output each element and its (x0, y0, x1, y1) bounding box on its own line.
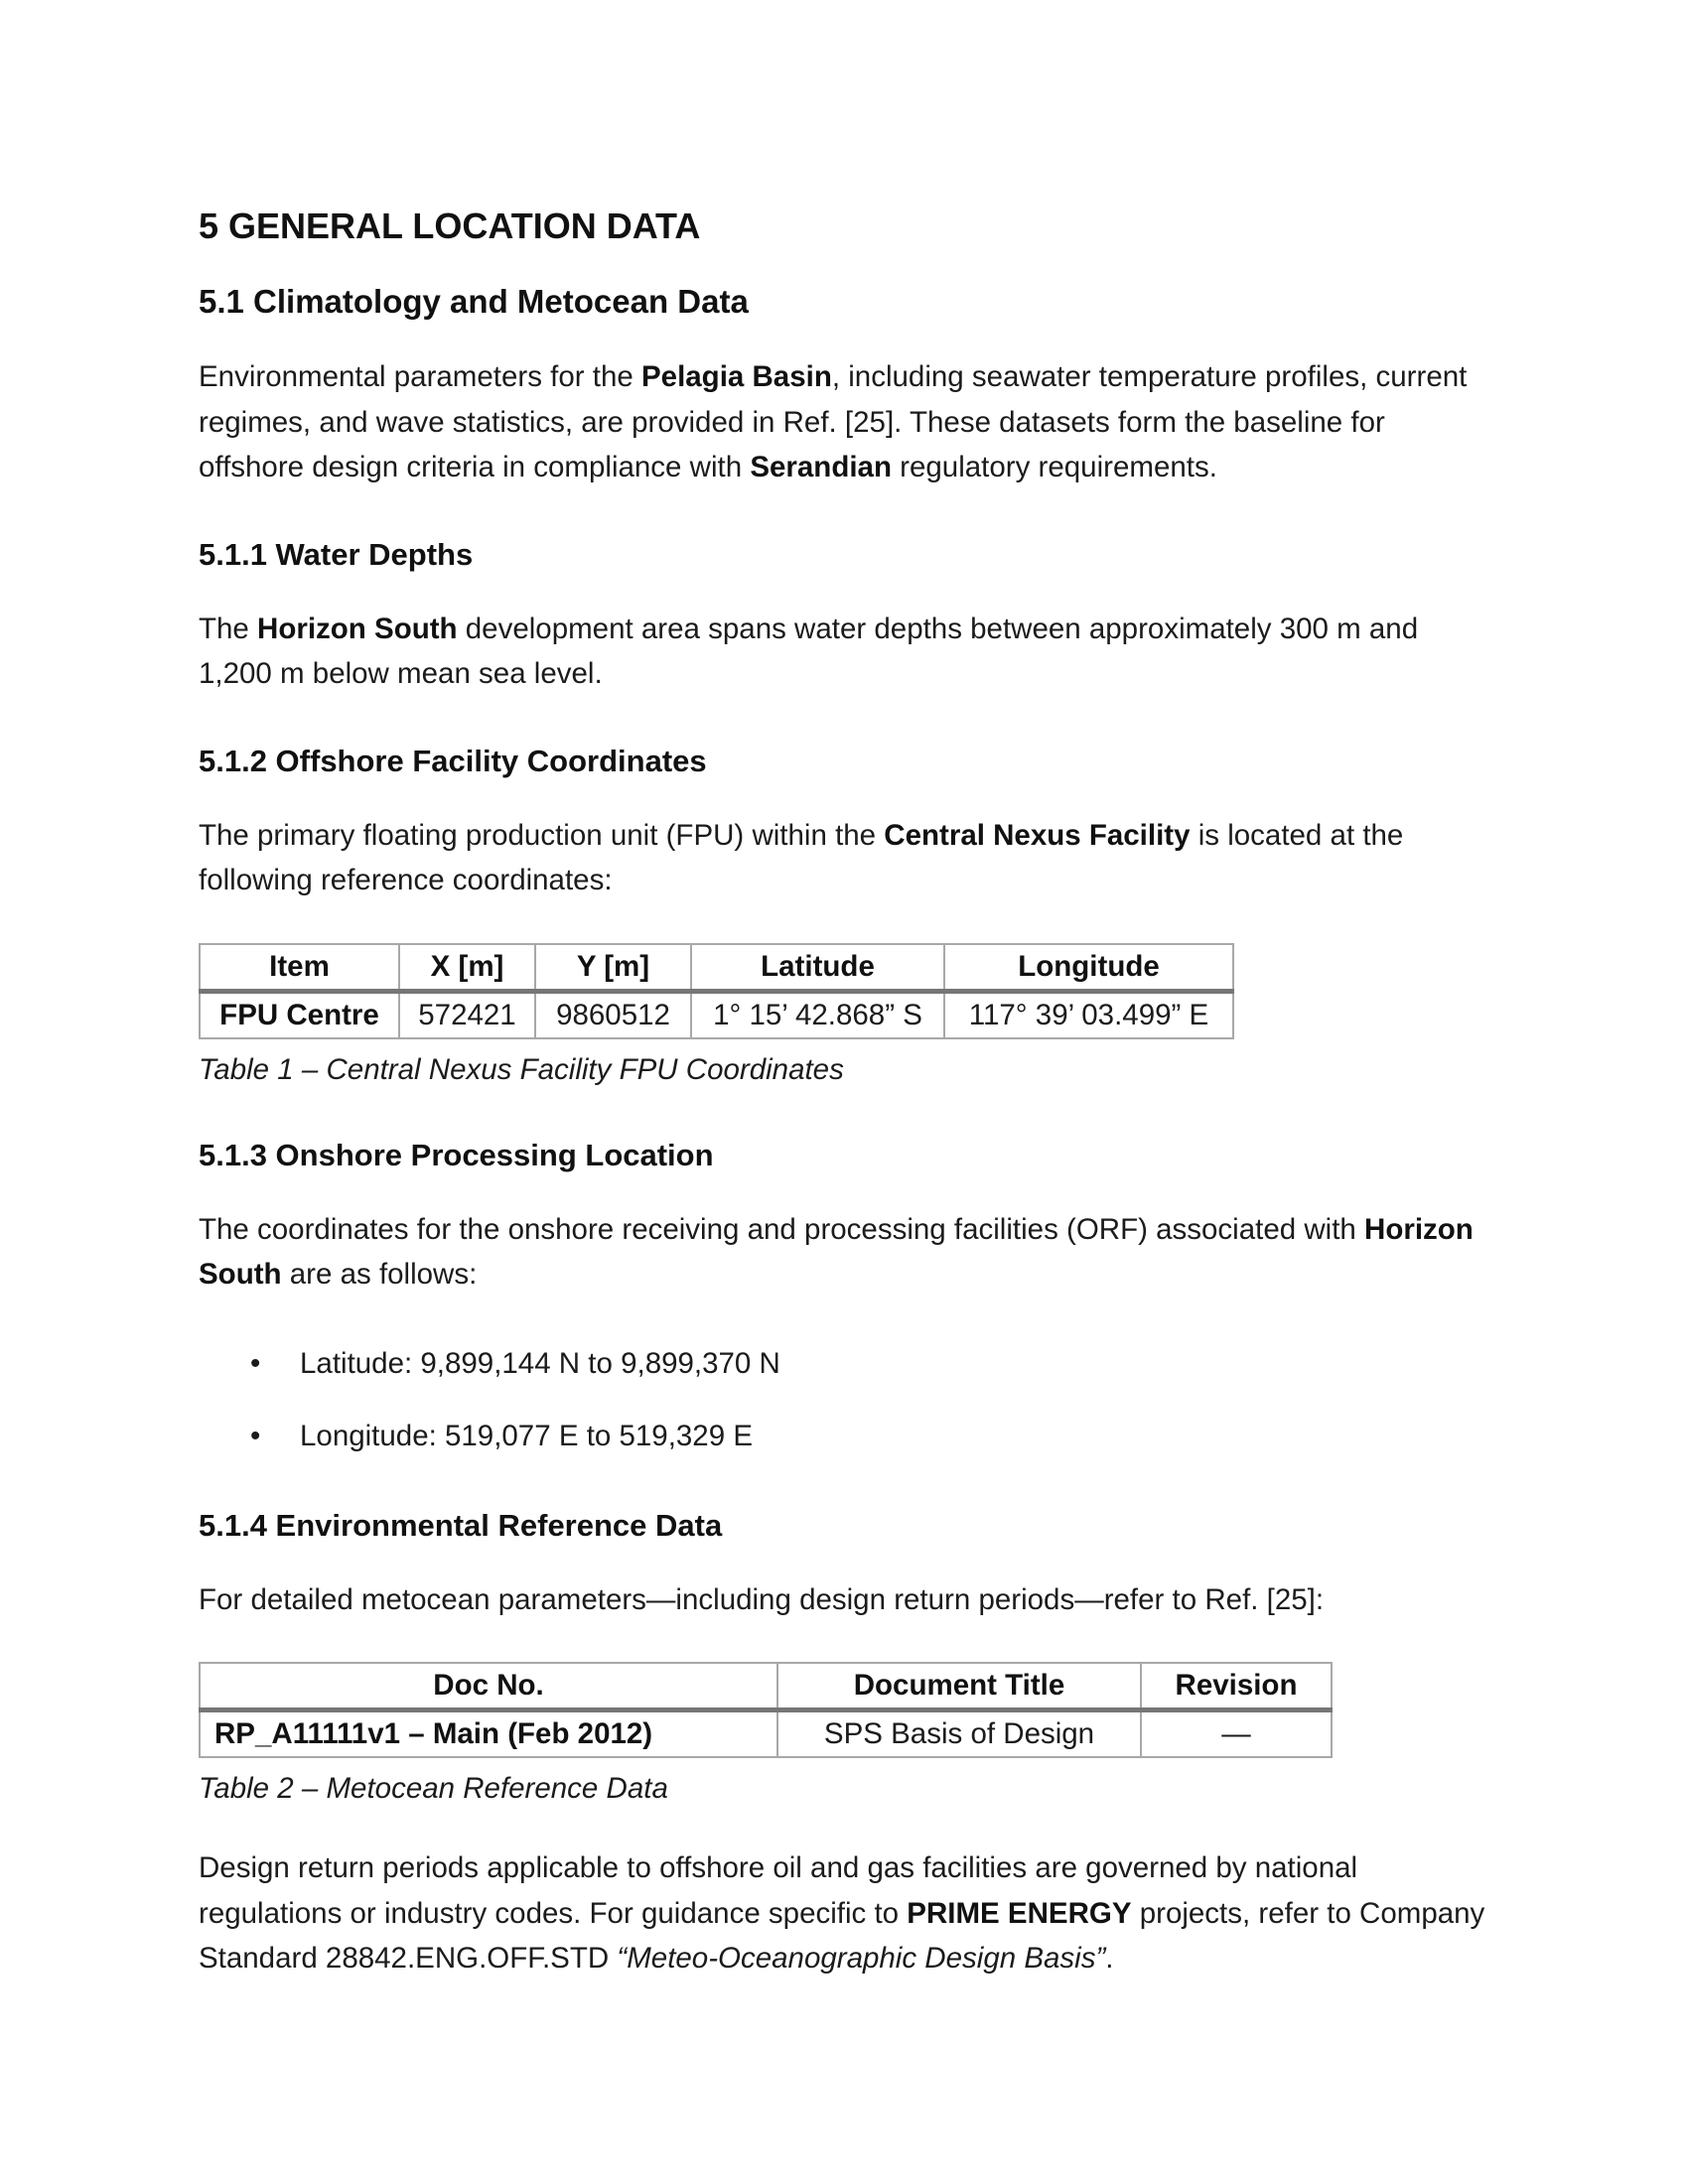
section-heading-5-1-3: 5.1.3 Onshore Processing Location (199, 1137, 714, 1172)
column-header-doc-no: Doc No. (200, 1663, 777, 1710)
paragraph-fpu-location (199, 813, 1489, 903)
bullet-text: Longitude: 519,077 E to 519,329 E (300, 1420, 753, 1452)
table-row-fpu-centre (200, 991, 1233, 1038)
text-run: The primary floating production unit (FPU) within the (199, 818, 885, 852)
paragraph-design-return-periods (199, 1845, 1489, 1981)
cell-x: 572421 (399, 991, 535, 1038)
list-item-latitude (199, 1341, 1489, 1387)
text-run: . (1105, 1942, 1114, 1975)
bold-horizon-south: Horizon South (257, 612, 458, 645)
table-fpu-coordinates (199, 943, 1234, 1039)
bullet-text: Latitude: 9,899,144 N to 9,899,370 N (300, 1346, 780, 1380)
column-header-latitude: Latitude (691, 944, 944, 992)
text-run: Environmental parameters for the (199, 360, 641, 393)
cell-longitude: 117° 39’ 03.499” E (944, 991, 1233, 1038)
column-header-revision: Revision (1141, 1663, 1332, 1710)
paragraph-climatology-intro (199, 354, 1489, 490)
cell-revision: — (1141, 1710, 1332, 1758)
table-1-caption: Table 1 – Central Nexus Facility FPU Coordinates (199, 1052, 844, 1086)
column-header-x: X [m] (399, 944, 535, 992)
text-run: are as follows: (281, 1258, 478, 1291)
bold-prime-energy: PRIME ENERGY (907, 1896, 1132, 1930)
table-header-row (200, 944, 1233, 992)
bold-central-nexus-facility: Central Nexus Facility (884, 818, 1191, 852)
text-run: is located at the following reference coordinates: (199, 818, 1404, 896)
table-metocean-reference (199, 1662, 1333, 1758)
text-run: development area spans water depths between approximately 300 m and 1,200 m below mean sea level. (199, 612, 1419, 690)
text-run: The coordinates for the onshore receiving and processing facilities (ORF) associated with (199, 1212, 1365, 1246)
cell-item: FPU Centre (200, 991, 399, 1038)
cell-y: 9860512 (535, 991, 691, 1038)
cell-latitude: 1° 15’ 42.868” S (691, 991, 944, 1038)
list-item-longitude (199, 1414, 1489, 1459)
cell-document-title: SPS Basis of Design (777, 1710, 1141, 1758)
section-heading-5-1-2: 5.1.2 Offshore Facility Coordinates (199, 743, 707, 778)
paragraph-water-depths (199, 607, 1489, 697)
table-header-row (200, 1663, 1332, 1710)
bold-horizon-south: Horizon South (199, 1212, 1474, 1291)
italic-standard-title: “Meteo-Oceanographic Design Basis” (617, 1942, 1106, 1975)
column-header-document-title: Document Title (777, 1663, 1141, 1710)
bold-pelagia-basin: Pelagia Basin (641, 360, 832, 393)
text-run: The (199, 612, 258, 645)
table-2-caption: Table 2 – Metocean Reference Data (199, 1772, 668, 1805)
cell-doc-no: RP_A11111v1 – Main (Feb 2012) (200, 1710, 777, 1758)
text-run: Design return periods applicable to offshore oil and gas facilities are governed by national regulations or industry codes. For guidance specific to (199, 1851, 1358, 1930)
paragraph-metocean-reference: For detailed metocean parameters—including design return periods—refer to Ref. [25]: (199, 1582, 1325, 1616)
text-run: projects, refer to Company Standard 28842.ENG.OFF.STD (199, 1896, 1485, 1975)
paragraph-onshore-coordinates (199, 1207, 1489, 1297)
column-header-longitude: Longitude (944, 944, 1233, 992)
text-run: , including seawater temperature profiles, current regimes, and wave statistics, are provided in Ref. [25]. These datasets form the baseline for offshore design criteria in compliance with (199, 360, 1468, 483)
column-header-y: Y [m] (535, 944, 691, 992)
bold-serandian: Serandian (750, 451, 892, 483)
table-row-document (200, 1710, 1332, 1758)
column-header-item: Item (200, 944, 399, 992)
section-heading-5-1: 5.1 Climatology and Metocean Data (199, 283, 749, 320)
section-heading-5-1-4: 5.1.4 Environmental Reference Data (199, 1507, 723, 1543)
text-run: regulatory requirements. (891, 451, 1217, 483)
bullet-list-coordinates (199, 1341, 1489, 1459)
page-title: 5 GENERAL LOCATION DATA (199, 205, 701, 246)
section-heading-5-1-1: 5.1.1 Water Depths (199, 536, 474, 572)
